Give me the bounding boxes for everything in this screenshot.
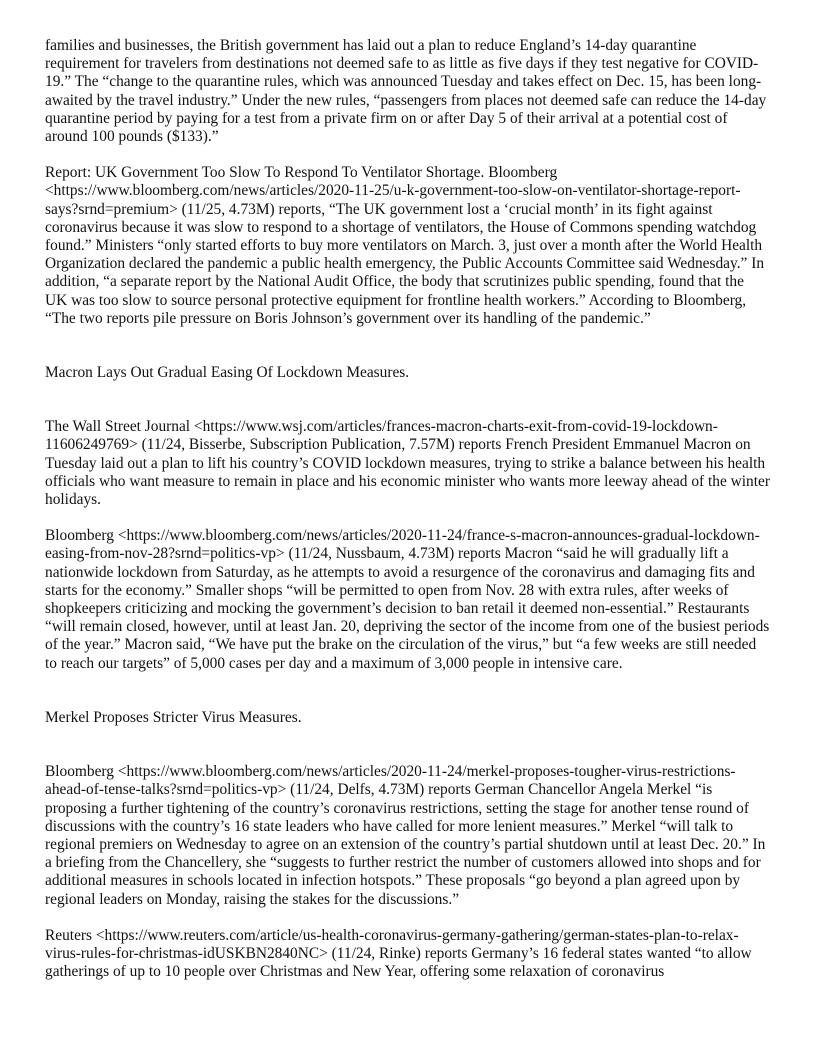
paragraph-bloomberg-macron: Bloomberg <https://www.bloomberg.com/news/articles/2020-11-24/france-s-macron-announces-gradual-lockdown-easing-from-nov-28?srnd=politics-vp> (11/24, Nussbaum, 4.73M) reports Macron “said he will gradually lift a nationwide lockdown from Saturday, as he attempts to avoid a resurgence of the coronavirus and damaging fits and starts for the economy.” Smaller shops “will be permitted to open from Nov. 28 with extra rules, after weeks of shopkeepers criticizing and mocking the government’s decision to ban retail it deemed non-essential.” Restaurants “will remain closed, however, until at least Jan. 20, depriving the sector of the income from one of the busiest periods of the year.” Macron said, “We have put the brake on the circulation of the virus,” but “a few weeks are still needed to reach our targets” of 5,000 cases per day and a maximum of 3,000 people in intensive care. [45,527,770,672]
paragraph-bloomberg-merkel: Bloomberg <https://www.bloomberg.com/news/articles/2020-11-24/merkel-proposes-tougher-virus-restrictions-ahead-of-tense-talks?srnd=politics-vp> (11/24, Delfs, 4.73M) reports German Chancellor Angela Merkel “is proposing a further tightening of the country’s coronavirus restrictions, setting the stage for another tense round of discussions with the country’s 16 state leaders who have called for more lenient measures.” Merkel “will talk to regional premiers on Wednesday to agree on an extension of the country’s partial shutdown until at least Dec. 20.” In a briefing from the Chancellery, she “suggests to further restrict the number of customers allowed into shops and for additional measures in schools located in infection hotspots.” These proposals “go beyond a plan agreed upon by regional leaders on Monday, raising the stakes for the discussions.” [45,763,766,908]
paragraph-uk-ventilator-report: Report: UK Government Too Slow To Respond To Ventilator Shortage. Bloomberg <https://www.bloomberg.com/news/articles/2020-11-25/u-k-government-too-slow-on-ventilator-shortage-report-says?srnd=premium> (11/25, 4.73M) reports, “The UK government lost a ‘crucial month’ in its fight against coronavirus because it was slow to respond to a shortage of ventilators, the House of Commons spending watchdog found.” Ministers “only started efforts to buy more ventilators on March. 3, just over a month after the World Health Organization declared the pandemic a public health emergency, the Public Accounts Committee said Wednesday.” In addition, “a separate report by the National Audit Office, the body that scrutinizes public spending, found that the UK was too slow to source personal protective equipment for frontline health workers.” According to Bloomberg, “The two reports pile pressure on Boris Johnson’s government over its handling of the pandemic.” [45,164,765,327]
paragraph-reuters-germany: Reuters <https://www.reuters.com/article/us-health-coronavirus-germany-gathering/german-states-plan-to-relax-virus-rules-for-christmas-idUSKBN2840NC> (11/24, Rinke) reports Germany’s 16 federal states wanted “to allow gatherings of up to 10 people over Christmas and New Year, offering some relaxation of coronavirus [45,926,752,981]
paragraph-wsj-macron: The Wall Street Journal <https://www.wsj.com/articles/frances-macron-charts-exit-from-covid-19-lockdown-11606249769> (11/24, Bisserbe, Subscription Publication, 7.57M) reports French President Emmanuel Macron on Tuesday laid out a plan to lift his country’s COVID lockdown measures, trying to strike a balance between his health officials who want measure to remain in place and his economic minister who wants more leeway ahead of the winter holidays. [45,418,770,509]
section-spacer [45,328,770,364]
headline-macron: Macron Lays Out Gradual Easing Of Lockdown Measures. [45,364,410,382]
paragraph-spacer [45,909,770,927]
paragraph-uk-quarantine: families and businesses, the British government has laid out a plan to reduce England’s 14-day quarantine requirement for travelers from destinations not deemed safe to as little as five days if they test negative for COVID-19.” The “change to the quarantine rules, which was announced Tuesday and takes effect on Dec. 15, has been long-awaited by the travel industry.” Under the new rules, “passengers from places not deemed safe can reduce the 14-day quarantine period by paying for a test from a private firm on or after Day 5 of their arrival at a potential cost of around 100 pounds ($133).” [45,37,767,146]
paragraph-spacer [45,146,770,164]
headline-merkel: Merkel Proposes Stricter Virus Measures. [45,708,302,726]
document-page [45,37,770,981]
section-spacer [45,673,770,709]
paragraph-spacer [45,509,770,527]
section-spacer [45,382,770,418]
section-spacer [45,727,770,763]
